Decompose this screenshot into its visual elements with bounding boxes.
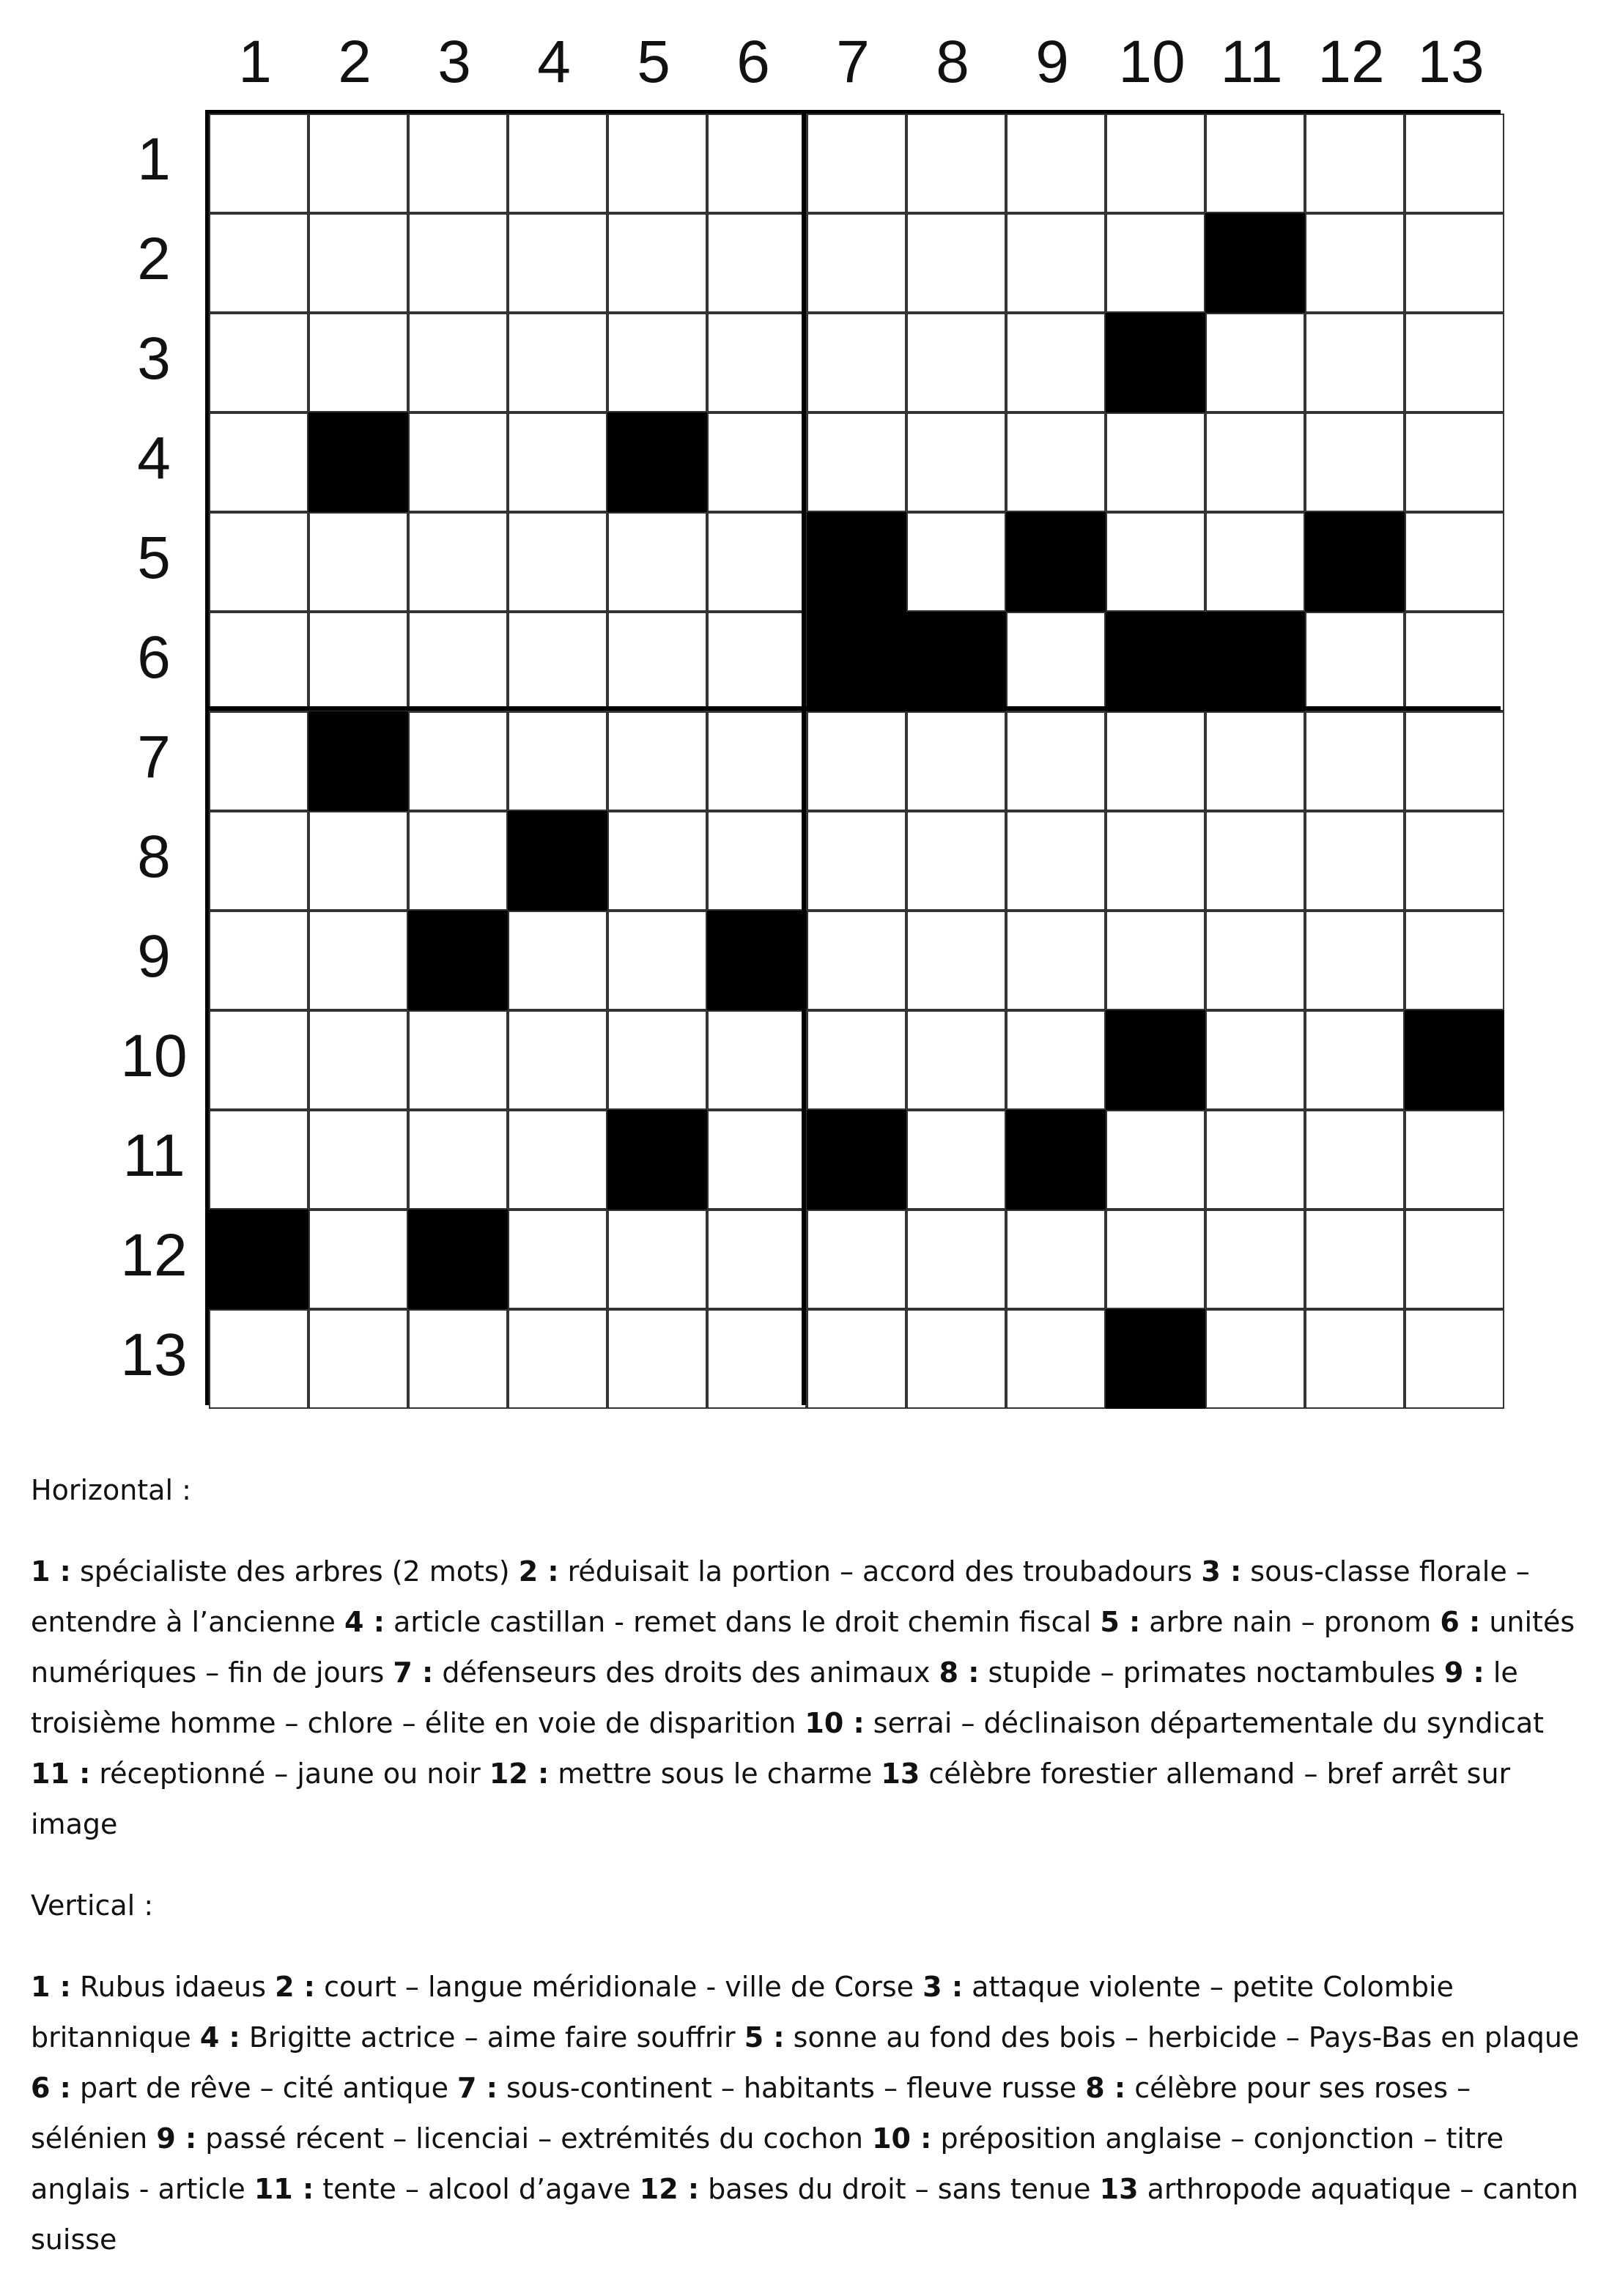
grid-cell[interactable] (1305, 213, 1405, 313)
vertical-heading: Vertical : (31, 1889, 154, 1922)
vertical-clue (640, 2173, 1091, 2205)
horizontal-clue (393, 1656, 930, 1689)
grid-cell[interactable] (209, 612, 308, 711)
black-cell (906, 612, 1006, 711)
grid-cell[interactable] (607, 811, 707, 911)
grid-cell[interactable] (1006, 412, 1106, 512)
clue-text: célèbre pour ses roses – sélénien (31, 2072, 1471, 2155)
black-cell (1205, 213, 1305, 313)
grid-cell[interactable] (906, 1110, 1006, 1210)
grid-cell[interactable] (1405, 811, 1504, 911)
grid-cell[interactable] (508, 1210, 607, 1309)
grid-cell[interactable] (607, 213, 707, 313)
grid-cell[interactable] (308, 1210, 408, 1309)
grid-cell[interactable] (1205, 1010, 1305, 1110)
grid-cell[interactable] (408, 612, 508, 711)
black-cell (1106, 1010, 1205, 1110)
grid-cell[interactable] (807, 1210, 906, 1309)
grid-cell[interactable] (906, 1010, 1006, 1110)
grid-cell[interactable] (1205, 512, 1305, 612)
clue-number: 7 : (393, 1656, 434, 1689)
grid-cell[interactable] (906, 412, 1006, 512)
row-number: 3 (137, 325, 171, 392)
column-number: 2 (338, 29, 371, 95)
grid-cell[interactable] (408, 1010, 508, 1110)
grid-cell[interactable] (906, 114, 1006, 213)
grid-cell[interactable] (707, 811, 807, 911)
grid-cell[interactable] (607, 1210, 707, 1309)
grid-cell[interactable] (209, 1309, 308, 1409)
clue-text: défenseurs des droits des animaux (433, 1656, 931, 1689)
clues-section (31, 1465, 1591, 2296)
grid-cell[interactable] (508, 114, 607, 213)
grid-cell[interactable] (607, 114, 707, 213)
grid-cell[interactable] (408, 313, 508, 412)
horizontal-clue (489, 1758, 872, 1790)
grid-cell[interactable] (1405, 313, 1504, 412)
horizontal-clue (1100, 1606, 1431, 1638)
grid-cell[interactable] (807, 114, 906, 213)
column-number: 12 (1317, 29, 1385, 95)
grid-cell[interactable] (1205, 1110, 1305, 1210)
clue-number: 9 : (156, 2122, 197, 2155)
grid-cell[interactable] (1305, 1110, 1405, 1210)
grid-cell[interactable] (707, 512, 807, 612)
clue-text: Brigitte actrice – aime faire souffrir (240, 2021, 736, 2054)
grid-cell[interactable] (1006, 1010, 1106, 1110)
clue-text: unités numériques – fin de jours (31, 1606, 1575, 1689)
clue-text: célèbre forestier allemand – bref arrêt sur image (31, 1758, 1511, 1840)
grid-cell[interactable] (408, 213, 508, 313)
black-cell (508, 811, 607, 911)
clue-number: 10 : (805, 1707, 865, 1739)
clue-number: 13 (881, 1758, 920, 1790)
grid-cell[interactable] (408, 512, 508, 612)
grid-cell[interactable] (308, 811, 408, 911)
clue-text: stupide – primates noctambules (979, 1656, 1435, 1689)
clue-number: 6 : (1440, 1606, 1481, 1638)
clue-text: Rubus idaeus (70, 1971, 267, 2003)
clue-number: 9 : (1443, 1656, 1485, 1689)
clue-text: sous-classe florale – entendre à l’ancienne (31, 1555, 1530, 1638)
horizontal-clue (805, 1707, 1544, 1739)
black-cell (408, 1210, 508, 1309)
grid-cell[interactable] (408, 114, 508, 213)
grid-cell[interactable] (607, 512, 707, 612)
grid-cell[interactable] (1405, 711, 1504, 811)
grid-cell[interactable] (607, 313, 707, 412)
grid-cell[interactable] (1106, 114, 1205, 213)
grid-cell[interactable] (1405, 1210, 1504, 1309)
row-number: 13 (120, 1322, 188, 1388)
grid-cell[interactable] (1305, 1010, 1405, 1110)
grid-cell[interactable] (1205, 313, 1305, 412)
grid-cell[interactable] (707, 1010, 807, 1110)
grid-cell[interactable] (1405, 412, 1504, 512)
row-number: 8 (137, 823, 171, 890)
grid-cell[interactable] (1405, 213, 1504, 313)
black-cell (1106, 313, 1205, 412)
grid-cell[interactable] (807, 811, 906, 911)
clue-number: 8 : (939, 1656, 980, 1689)
grid-cell[interactable] (1405, 911, 1504, 1010)
clue-number: 8 : (1085, 2072, 1126, 2104)
grid-cell[interactable] (1205, 1309, 1305, 1409)
clue-text: part de rêve – cité antique (70, 2072, 448, 2104)
horizontal-clue (344, 1606, 1091, 1638)
row-number: 5 (137, 525, 171, 591)
clue-number: 5 : (744, 2021, 785, 2054)
grid-cell[interactable] (1006, 114, 1106, 213)
vertical-clue (254, 2173, 631, 2205)
row-number: 6 (137, 624, 171, 691)
grid-cell[interactable] (209, 213, 308, 313)
black-cell (1106, 1309, 1205, 1409)
grid-cell[interactable] (906, 213, 1006, 313)
clue-text: le troisième homme – chlore – élite en voie de disparition (31, 1656, 1518, 1739)
grid-cell[interactable] (1106, 412, 1205, 512)
clue-number: 11 : (254, 2173, 314, 2205)
horizontal-clue (519, 1555, 1193, 1588)
row-number: 2 (137, 226, 171, 292)
grid-center-divider-horizontal (205, 706, 1501, 711)
grid-cell[interactable] (1405, 114, 1504, 213)
grid-cell[interactable] (1106, 911, 1205, 1010)
vertical-clue (31, 2072, 448, 2104)
horizontal-clue (939, 1656, 1435, 1689)
grid-cell[interactable] (408, 1309, 508, 1409)
clue-text: attaque violente – petite Colombie britannique (31, 1971, 1454, 2054)
grid-cell[interactable] (508, 1309, 607, 1409)
clue-number: 3 : (923, 1971, 964, 2003)
clue-number: 3 : (1201, 1555, 1242, 1588)
grid-cell[interactable] (1405, 512, 1504, 612)
grid-cell[interactable] (607, 1010, 707, 1110)
grid-cell[interactable] (408, 711, 508, 811)
clue-number: 6 : (31, 2072, 71, 2104)
grid-cell[interactable] (1405, 1309, 1504, 1409)
grid-cell[interactable] (807, 1010, 906, 1110)
grid-cell[interactable] (508, 512, 607, 612)
row-number: 9 (137, 923, 171, 990)
horizontal-clues (31, 1547, 1591, 1850)
grid-cell[interactable] (1305, 1210, 1405, 1309)
grid-cell[interactable] (1305, 313, 1405, 412)
grid-cell[interactable] (209, 711, 308, 811)
clue-text: arthropode aquatique – canton suisse (31, 2173, 1578, 2256)
clue-text: spécialiste des arbres (2 mots) (70, 1555, 510, 1588)
clue-text: sonne au fond des bois – herbicide – Pays-Bas en plaque (784, 2021, 1580, 2054)
clue-text: sous-continent – habitants – fleuve russe (497, 2072, 1077, 2104)
grid-cell[interactable] (209, 811, 308, 911)
grid-cell[interactable] (607, 911, 707, 1010)
grid-cell[interactable] (209, 911, 308, 1010)
grid-cell[interactable] (508, 711, 607, 811)
vertical-clue (457, 2072, 1076, 2104)
clue-text: passé récent – licenciai – extrémités du cochon (196, 2122, 863, 2155)
grid-cell[interactable] (408, 1110, 508, 1210)
grid-cell[interactable] (308, 911, 408, 1010)
clue-number: 1 : (31, 1555, 71, 1588)
grid-cell[interactable] (408, 412, 508, 512)
grid-cell[interactable] (1106, 512, 1205, 612)
black-cell (807, 1110, 906, 1210)
grid-cell[interactable] (508, 213, 607, 313)
clue-number: 7 : (457, 2072, 498, 2104)
vertical-clue (275, 1971, 914, 2003)
grid-cell[interactable] (308, 1309, 408, 1409)
grid-cell[interactable] (1205, 711, 1305, 811)
clue-text: article castillan - remet dans le droit chemin fiscal (384, 1606, 1092, 1638)
grid-cell[interactable] (707, 313, 807, 412)
grid-cell[interactable] (308, 1010, 408, 1110)
grid-cell[interactable] (1305, 412, 1405, 512)
column-number: 5 (637, 29, 670, 95)
grid-cell[interactable] (707, 114, 807, 213)
grid-cell[interactable] (209, 1010, 308, 1110)
column-number: 7 (836, 29, 870, 95)
grid-cell[interactable] (1006, 213, 1106, 313)
grid-cell[interactable] (906, 911, 1006, 1010)
grid-cell[interactable] (209, 313, 308, 412)
grid-cell[interactable] (807, 213, 906, 313)
grid-cell[interactable] (1205, 114, 1305, 213)
horizontal-clue (31, 1758, 481, 1790)
black-cell (308, 412, 408, 512)
clue-number: 12 : (639, 2173, 700, 2205)
grid-cell[interactable] (1106, 711, 1205, 811)
grid-cell[interactable] (807, 412, 906, 512)
clue-text: serrai – déclinaison départementale du syndicat (864, 1707, 1545, 1739)
row-number: 10 (120, 1023, 188, 1089)
clue-text: arbre nain – pronom (1140, 1606, 1432, 1638)
clue-text: réduisait la portion – accord des troubadours (558, 1555, 1193, 1588)
clue-text: réceptionné – jaune ou noir (90, 1758, 481, 1790)
clue-text: mettre sous le charme (549, 1758, 873, 1790)
grid-cell[interactable] (707, 1210, 807, 1309)
grid-cell[interactable] (508, 412, 607, 512)
column-number: 11 (1220, 29, 1283, 95)
grid-cell[interactable] (508, 1010, 607, 1110)
grid-cell[interactable] (1006, 711, 1106, 811)
grid-cell[interactable] (1006, 811, 1106, 911)
grid-cell[interactable] (807, 313, 906, 412)
grid-cell[interactable] (906, 811, 1006, 911)
grid-cell[interactable] (707, 412, 807, 512)
row-number: 12 (120, 1222, 188, 1289)
grid-cell[interactable] (308, 313, 408, 412)
clue-number: 11 : (31, 1758, 91, 1790)
column-number: 9 (1035, 29, 1069, 95)
clue-text: court – langue méridionale - ville de Corse (315, 1971, 914, 2003)
grid-cell[interactable] (707, 612, 807, 711)
grid-cell[interactable] (1305, 711, 1405, 811)
grid-cell[interactable] (707, 711, 807, 811)
grid-cell[interactable] (1106, 811, 1205, 911)
grid-cell[interactable] (1006, 612, 1106, 711)
grid-cell[interactable] (408, 811, 508, 911)
row-number: 7 (137, 724, 171, 790)
grid-cell[interactable] (308, 114, 408, 213)
vertical-clue (156, 2122, 863, 2155)
clue-number: 5 : (1100, 1606, 1141, 1638)
grid-cell[interactable] (1305, 114, 1405, 213)
grid-cell[interactable] (1205, 911, 1305, 1010)
grid-cell[interactable] (1305, 1309, 1405, 1409)
grid-cell[interactable] (308, 512, 408, 612)
grid-cell[interactable] (508, 1110, 607, 1210)
row-number: 11 (122, 1122, 185, 1189)
black-cell (1305, 512, 1405, 612)
grid-cell[interactable] (707, 1309, 807, 1409)
black-cell (707, 911, 807, 1010)
grid-cell[interactable] (1305, 911, 1405, 1010)
grid-cell[interactable] (1006, 1210, 1106, 1309)
grid-cell[interactable] (508, 313, 607, 412)
column-number: 13 (1417, 29, 1485, 95)
grid-cell[interactable] (308, 1110, 408, 1210)
row-numbers (110, 110, 198, 1405)
grid-cell[interactable] (607, 711, 707, 811)
grid-center-divider-vertical (802, 110, 806, 1405)
grid-cell[interactable] (1006, 1309, 1106, 1409)
grid-cell[interactable] (807, 711, 906, 811)
black-cell (209, 1210, 308, 1309)
black-cell (807, 512, 906, 612)
column-numbers (205, 22, 1501, 103)
grid-cell[interactable] (906, 1309, 1006, 1409)
crossword-grid (205, 110, 1501, 1405)
clue-number: 4 : (344, 1606, 385, 1638)
grid-cell[interactable] (906, 711, 1006, 811)
grid-cell[interactable] (1205, 811, 1305, 911)
grid-cell[interactable] (707, 213, 807, 313)
grid-cell[interactable] (1305, 612, 1405, 711)
grid-cell[interactable] (1405, 612, 1504, 711)
column-number: 3 (437, 29, 471, 95)
clue-text: tente – alcool d’agave (314, 2173, 631, 2205)
grid-cell[interactable] (1205, 412, 1305, 512)
black-cell (1006, 512, 1106, 612)
grid-cell[interactable] (209, 412, 308, 512)
black-cell (607, 1110, 707, 1210)
grid-cell[interactable] (1106, 1210, 1205, 1309)
vertical-clue (200, 2021, 736, 2054)
grid-cell[interactable] (1006, 313, 1106, 412)
column-number: 10 (1118, 29, 1186, 95)
horizontal-heading: Horizontal : (31, 1474, 191, 1506)
clue-number: 2 : (275, 1971, 316, 2003)
grid-cell[interactable] (607, 612, 707, 711)
black-cell (408, 911, 508, 1010)
black-cell (1405, 1010, 1504, 1110)
row-number: 1 (137, 126, 171, 193)
grid-cell[interactable] (1405, 1110, 1504, 1210)
horizontal-clue (31, 1555, 510, 1588)
column-number: 4 (537, 29, 571, 95)
clue-text: bases du droit – sans tenue (699, 2173, 1091, 2205)
grid-cell[interactable] (906, 313, 1006, 412)
grid-cell[interactable] (209, 114, 308, 213)
grid-cell[interactable] (906, 1210, 1006, 1309)
vertical-clue (31, 1971, 266, 2003)
black-cell (607, 412, 707, 512)
grid-cell[interactable] (508, 612, 607, 711)
clue-number: 2 : (518, 1555, 559, 1588)
clue-number: 13 (1099, 2173, 1139, 2205)
row-number: 4 (137, 425, 171, 492)
grid-cell[interactable] (807, 911, 906, 1010)
vertical-clues (31, 1962, 1591, 2265)
clue-number: 10 : (872, 2122, 932, 2155)
grid-cell[interactable] (508, 911, 607, 1010)
grid-cell[interactable] (1305, 811, 1405, 911)
grid-cell[interactable] (308, 213, 408, 313)
clue-number: 1 : (31, 1971, 71, 2003)
grid-cell[interactable] (1106, 213, 1205, 313)
grid-cell[interactable] (1205, 1210, 1305, 1309)
grid-cell[interactable] (209, 512, 308, 612)
grid-cell[interactable] (1106, 1110, 1205, 1210)
grid-cell[interactable] (1006, 911, 1106, 1010)
black-cell (1205, 612, 1305, 711)
vertical-clue (744, 2021, 1580, 2054)
clue-number: 4 : (199, 2021, 240, 2054)
grid-cell[interactable] (707, 1110, 807, 1210)
grid-cell[interactable] (607, 1309, 707, 1409)
column-number: 6 (736, 29, 770, 95)
black-cell (1006, 1110, 1106, 1210)
black-cell (308, 711, 408, 811)
column-number: 8 (936, 29, 969, 95)
grid-cell[interactable] (906, 512, 1006, 612)
grid-cell[interactable] (807, 1309, 906, 1409)
column-number: 1 (238, 29, 272, 95)
black-cell (1106, 612, 1205, 711)
black-cell (807, 612, 906, 711)
clue-number: 12 : (489, 1758, 550, 1790)
clue-text: préposition anglaise – conjonction – titre anglais - article (31, 2122, 1504, 2205)
grid-cell[interactable] (209, 1110, 308, 1210)
grid-cell[interactable] (308, 612, 408, 711)
